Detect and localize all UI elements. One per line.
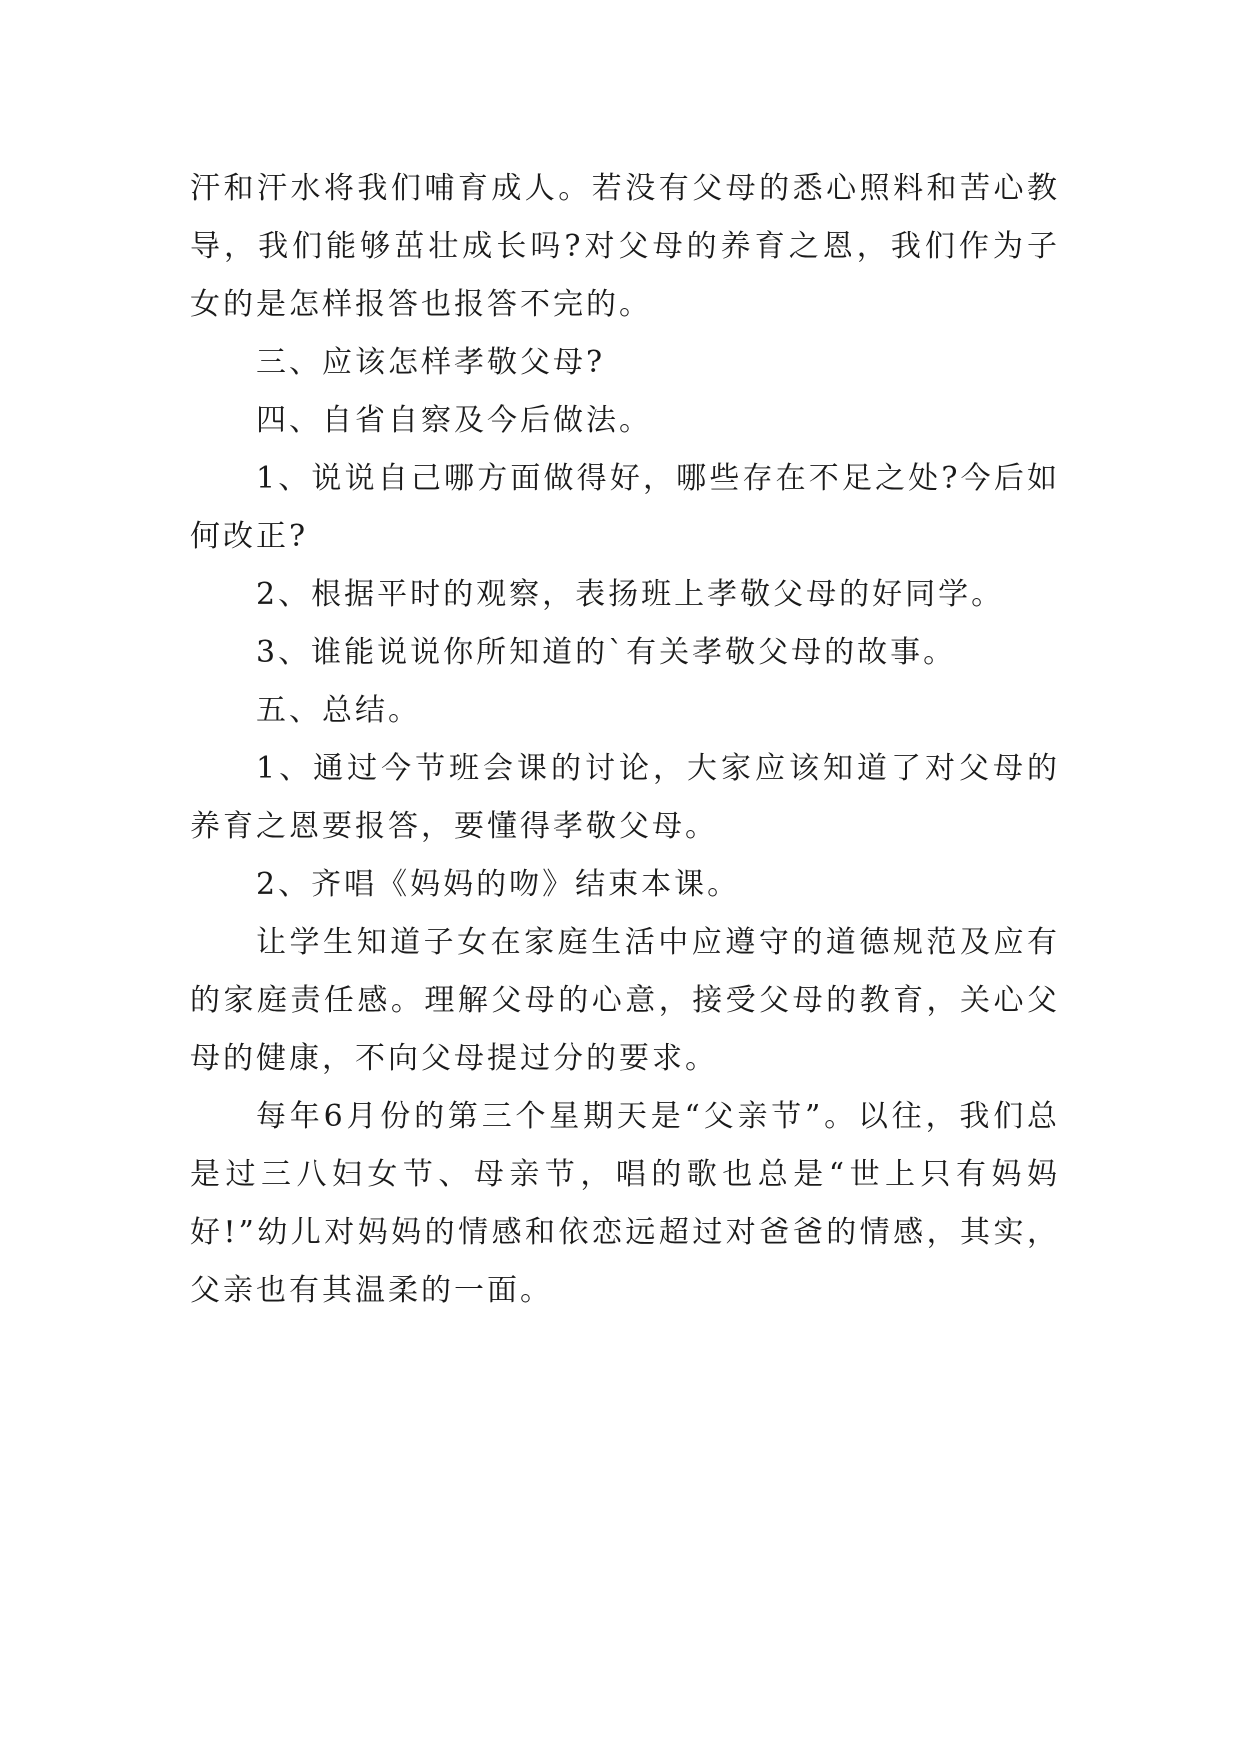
- paragraph-continuation: 汗和汗水将我们哺育成人。若没有父母的悉心照料和苦心教导，我们能够茁壮成长吗?对父母的养育之恩，我们作为子女的是怎样报答也报答不完的。: [190, 171, 1060, 322]
- list-item: 3、谁能说说你所知道的`有关孝敬父母的故事。: [256, 635, 957, 670]
- list-item: 2、根据平时的观察，表扬班上孝敬父母的好同学。: [256, 577, 1005, 612]
- list-item: 1、通过今节班会课的讨论，大家应该知道了对父母的养育之恩要报答，要懂得孝敬父母。: [190, 751, 1060, 844]
- list-item: 1、说说自己哪方面做得好，哪些存在不足之处?今后如何改正?: [190, 461, 1060, 554]
- list-item: 2、齐唱《妈妈的吻》结束本课。: [256, 867, 741, 902]
- section-heading-how-to-honor-parents: 三、应该怎样孝敬父母?: [256, 345, 606, 380]
- document-body: [190, 160, 1060, 1320]
- body-paragraph: 让学生知道子女在家庭生活中应遵守的道德规范及应有的家庭责任感。理解父母的心意，接受父母的教育，关心父母的健康，不向父母提过分的要求。: [190, 925, 1060, 1076]
- section-heading-self-reflection: 四、自省自察及今后做法。: [256, 403, 652, 438]
- body-paragraph: 每年6月份的第三个星期天是“父亲节”。以往，我们总是过三八妇女节、母亲节，唱的歌也总是“世上只有妈妈好!”幼儿对妈妈的情感和依恋远超过对爸爸的情感，其实，父亲也有其温柔的一面。: [190, 1099, 1060, 1308]
- section-heading-summary: 五、总结。: [256, 693, 421, 728]
